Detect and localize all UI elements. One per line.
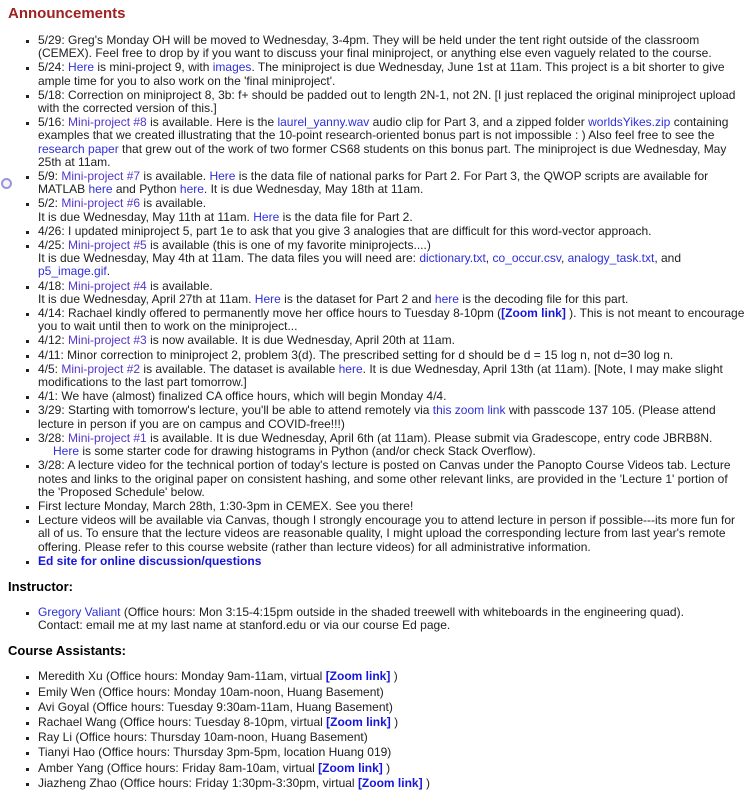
- text-segment: and Python: [112, 182, 180, 197]
- list-item: [38, 555, 747, 568]
- list-item: [38, 746, 747, 759]
- national-parks-data-link[interactable]: Here: [209, 169, 236, 184]
- text-segment: ). This is not meant to encourage you to wait until then to work on the miniproject...: [38, 306, 745, 334]
- text-segment: , and: [654, 251, 682, 266]
- mini-project-7-link[interactable]: Mini-project #7: [61, 169, 141, 184]
- text-segment: 4/1: We have (almost) finalized CA office hours, which will begin Monday 4/4.: [38, 389, 447, 404]
- instructor-list: [0, 606, 749, 632]
- text-segment: Meredith Xu (Office hours: Monday 9am-11am, virtual: [38, 669, 326, 684]
- analogy-task-txt-link[interactable]: analogy_task.txt: [567, 251, 655, 266]
- text-segment: 5/9:: [38, 169, 62, 184]
- text-segment: 4/5:: [38, 361, 62, 376]
- rachael-oh-zoom-link[interactable]: [Zoom link]: [501, 306, 566, 321]
- worldsyikes-zip-link[interactable]: worldsYikes.zip: [588, 115, 671, 130]
- starter-code-link[interactable]: Here: [53, 444, 80, 459]
- p5-image-gif-link[interactable]: p5_image.gif: [38, 264, 107, 279]
- text-segment: 5/18: Correction on miniproject 8, 3b: f+ should be padded out to length 2N-1, not 2N. [I just replaced the original miniproject upload with the corrected version of this.]: [38, 87, 736, 116]
- text-segment: audio clip for Part 3, and a zipped folder: [369, 115, 589, 130]
- text-segment: 4/25:: [38, 238, 69, 253]
- list-item: [38, 762, 747, 775]
- text-segment: ): [390, 714, 399, 729]
- rachael-wang-zoom-link[interactable]: [Zoom link]: [326, 714, 391, 729]
- text-segment: (Office hours: Mon 3:15-4:15pm outside in the shaded treewell with whiteboards in the engineering quad).: [120, 604, 684, 619]
- list-item: [38, 89, 747, 115]
- course-assistants-heading: Course Assistants:: [8, 643, 126, 659]
- images-link[interactable]: images: [212, 60, 252, 75]
- text-segment: . The miniproject is due Wednesday, June 1st at 11am. This project is a bit shorter to give ample time for you to also work on the 'final miniproject'.: [38, 60, 725, 88]
- mini-project-5-link[interactable]: Mini-project #5: [68, 238, 147, 253]
- list-item: [38, 432, 747, 458]
- decoding-file-link[interactable]: here: [434, 291, 459, 306]
- text-segment: is available.: [146, 278, 213, 293]
- text-segment: Amber Yang (Office hours: Friday 8am-10am, virtual: [38, 760, 319, 775]
- text-segment: 4/11: Minor correction to miniproject 2, problem 3(d). The prescribed setting for d should be d = 15 log n, not d=30 log n.: [38, 347, 674, 362]
- text-segment: is now available. It is due Wednesday, April 20th at 11am.: [146, 333, 455, 348]
- co-occur-csv-link[interactable]: co_occur.csv: [492, 251, 561, 266]
- list-item: [38, 606, 747, 632]
- list-item: [38, 500, 747, 513]
- text-segment: ,: [485, 251, 493, 266]
- list-item: [38, 170, 747, 196]
- mini-project-1-link[interactable]: Mini-project #1: [68, 430, 147, 445]
- dictionary-txt-link[interactable]: dictionary.txt: [419, 251, 486, 266]
- laurel-yanny-wav-link[interactable]: laurel_yanny.wav: [277, 115, 370, 130]
- list-item: [38, 731, 747, 744]
- gregory-valiant-link[interactable]: Gregory Valiant: [38, 604, 121, 619]
- list-item: [38, 239, 747, 279]
- text-segment: . It is due Wednesday, May 18th at 11am.: [203, 182, 424, 197]
- list-item: [38, 701, 747, 714]
- text-segment: First lecture Monday, March 28th, 1:30-3pm in CEMEX. See you there!: [38, 498, 414, 513]
- instructor-heading: Instructor:: [8, 578, 73, 594]
- list-item: [38, 349, 747, 362]
- mini-project-4-link[interactable]: Mini-project #4: [68, 278, 147, 293]
- list-item: [38, 670, 747, 683]
- list-item: [38, 716, 747, 729]
- text-segment: Ray Li (Office hours: Thursday 10am-noon, Huang Basement): [38, 730, 368, 745]
- text-segment: is the decoding file for this part.: [458, 291, 629, 306]
- text-segment: 4/14: Rachael kindly offered to permanently move her office hours to Tuesday 8-10pm (: [38, 306, 502, 321]
- text-segment: with passcode 137 105. (Please attend lecture in person if you are on campus and COVID-free!!!): [38, 403, 716, 431]
- meredith-zoom-link[interactable]: [Zoom link]: [325, 669, 391, 684]
- text-segment: 4/26: I updated miniproject 5, part 1e to ask that you give 3 analogies that are difficult for this word-vector approach.: [38, 223, 652, 238]
- text-segment: that grew out of the work of two former CS68 students on this bonus part. The miniproject is due Wednesday, May 25th at 11am.: [38, 141, 727, 169]
- text-segment: is the data file of national parks for Part 2. For Part 3, the QWOP scripts are available for MATLAB: [38, 169, 709, 197]
- text-segment: is available.: [140, 169, 210, 184]
- text-segment: is available (this is one of my favorite miniprojects....): [146, 238, 431, 253]
- text-segment: is the dataset for Part 2 and: [280, 291, 435, 306]
- text-segment: Emily Wen (Office hours: Monday 10am-noon, Huang Basement): [38, 684, 384, 699]
- mini-project-9-here-link[interactable]: Here: [68, 60, 95, 75]
- list-item: [38, 514, 747, 554]
- text-segment: is available. It is due Wednesday, April 6th (at 11am). Please submit via Gradescope, entry code JBRB8N.: [146, 430, 713, 445]
- text-segment: Lecture videos will be available via Canvas, though I strongly encourage you to attend lecture in person if possible---its more fun for all of us. To ensure that the lecture videos are reasonable quality, I might upload the corresponding lecture from last year's remote offering. Please refer to this course website (rather than lecture videos) for all administrative information.: [38, 513, 736, 554]
- list-item: [38, 307, 747, 333]
- ed-site-link[interactable]: Ed site for online discussion/questions: [38, 553, 262, 568]
- python-scripts-link[interactable]: here: [179, 182, 204, 197]
- matlab-scripts-link[interactable]: here: [88, 182, 113, 197]
- list-item: [38, 225, 747, 238]
- text-segment: ,: [560, 251, 568, 266]
- list-item: [38, 686, 747, 699]
- text-segment: is available.: [140, 196, 207, 211]
- text-segment: is the data file for Part 2.: [279, 209, 413, 224]
- list-item: [38, 61, 747, 87]
- jiazheng-zoom-link[interactable]: [Zoom link]: [357, 775, 423, 790]
- spinner-icon: [1, 178, 12, 189]
- amber-zoom-link[interactable]: [Zoom link]: [318, 760, 383, 775]
- text-segment: is mini-project 9, with: [94, 60, 213, 75]
- mini-project-3-link[interactable]: Mini-project #3: [68, 333, 147, 348]
- list-item: [38, 390, 747, 403]
- text-segment: Tianyi Hao (Office hours: Thursday 3pm-5pm, location Huang 019): [38, 745, 392, 760]
- list-item: [38, 334, 747, 347]
- list-item: [38, 363, 747, 389]
- text-segment: containing examples that we created illustrating that the 10-point research-oriented bonus part is not impossible : ) Also feel free to see the: [38, 115, 729, 143]
- text-segment: ): [422, 775, 430, 790]
- text-segment: 3/28:: [38, 430, 69, 445]
- part2-data-file-link[interactable]: Here: [253, 209, 280, 224]
- text-segment: It is due Wednesday, April 27th at 11am.: [38, 291, 255, 306]
- text-segment: 5/29: Greg's Monday OH will be moved to Wednesday, 3-4pm. They will be held under the tent right outside of the classroom (CEMEX). Feel free to drop by if you want to discuss your final miniproject, or anything else even vaguely related to the course.: [38, 33, 712, 61]
- list-item: [38, 197, 747, 223]
- text-segment: .: [106, 264, 111, 279]
- announcements-heading: Announcements: [8, 5, 126, 22]
- text-segment: Contact: email me at my last name at stanford.edu or via our course Ed page.: [38, 618, 451, 633]
- text-segment: is some starter code for drawing histograms in Python (and/or check Stack Overflow).: [79, 444, 536, 459]
- text-segment: 4/18:: [38, 278, 69, 293]
- list-item: [38, 777, 747, 790]
- list-item: [38, 459, 747, 499]
- list-item: [38, 34, 747, 60]
- text-segment: is available. The dataset is available: [140, 361, 339, 376]
- list-item: [38, 116, 747, 169]
- text-segment: ): [382, 760, 391, 775]
- text-segment: is available. Here is the: [146, 115, 278, 130]
- list-item: [38, 280, 747, 306]
- mp2-dataset-link[interactable]: here: [338, 361, 363, 376]
- mini-project-6-link[interactable]: Mini-project #6: [61, 196, 141, 211]
- text-segment: It is due Wednesday, May 4th at 11am. The data files you will need are:: [38, 251, 420, 266]
- text-segment: . It is due Wednesday, April 13th (at 11am). [Note, I may make slight modifications to the last part tomorrow.]: [38, 361, 723, 390]
- text-segment: 5/24:: [38, 60, 69, 75]
- text-segment: 3/29: Starting with tomorrow's lecture, you'll be able to attend remotely via: [38, 403, 433, 418]
- mini-project-2-link[interactable]: Mini-project #2: [61, 361, 141, 376]
- research-paper-link[interactable]: research paper: [38, 141, 119, 156]
- text-segment: Rachael Wang (Office hours: Tuesday 8-10pm, virtual: [38, 714, 327, 729]
- text-segment: ): [390, 669, 398, 684]
- text-segment: 3/28: A lecture video for the technical portion of today's lecture is posted on Canvas under the Panopto Course Videos tab. Lecture notes and links to the original paper on consistent hashing, and some other relevant links, are provided in the 'Lecture 1' portion of the 'Proposed Schedule' below.: [38, 458, 731, 499]
- mini-project-8-link[interactable]: Mini-project #8: [68, 115, 147, 130]
- text-segment: Jiazheng Zhao (Office hours: Friday 1:30pm-3:30pm, virtual: [38, 775, 358, 790]
- course-assistants-list: [0, 670, 749, 790]
- text-segment: Avi Goyal (Office hours: Tuesday 9:30am-11am, Huang Basement): [38, 699, 393, 714]
- part2-dataset-link[interactable]: Here: [254, 291, 281, 306]
- text-segment: 5/16:: [38, 115, 69, 130]
- announcements-list: [0, 34, 749, 568]
- text-segment: 4/12:: [38, 333, 69, 348]
- list-item: [38, 404, 747, 430]
- text-segment: 5/2:: [38, 196, 62, 211]
- text-segment: It is due Wednesday, May 11th at 11am.: [38, 209, 254, 224]
- lecture-zoom-link[interactable]: this zoom link: [432, 403, 506, 418]
